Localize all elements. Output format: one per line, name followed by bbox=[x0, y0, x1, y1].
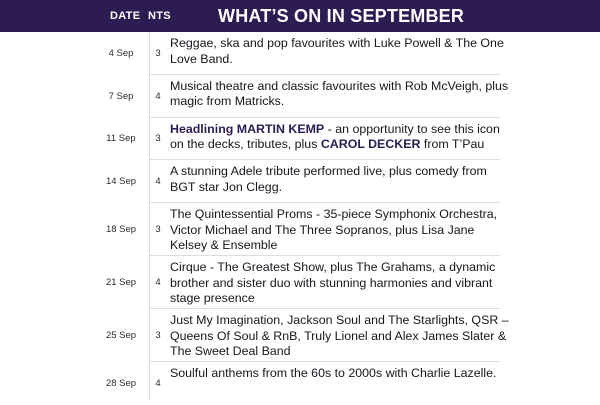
table-header bbox=[0, 0, 600, 32]
event-description: Cirque - The Greatest Show, plus The Grahams, a dynamic brother and sister duo with stunning harmonies and vibrant stage presence bbox=[170, 260, 496, 305]
event-description: Soulful anthems from the 60s to 2000s with Charlie Lazelle. bbox=[170, 366, 497, 380]
event-nights: 3 bbox=[155, 224, 161, 235]
table-row bbox=[0, 203, 600, 256]
event-date: 11 Sep bbox=[106, 133, 136, 145]
event-nights: 3 bbox=[155, 47, 161, 59]
table-row bbox=[0, 32, 600, 75]
event-description: Just My Imagination, Jackson Soul and The Starlights, QSR – Queens Of Soul & RnB, Truly Lionel and Alex James Slater & The Sweet Deal Band bbox=[170, 313, 509, 358]
event-nights: 4 bbox=[155, 277, 161, 288]
event-description bbox=[170, 122, 510, 153]
event-date: 28 Sep bbox=[105, 377, 137, 389]
event-date: 25 Sep bbox=[105, 330, 137, 341]
guest-name: CAROL DECKER bbox=[320, 137, 421, 151]
event-nights: 3 bbox=[155, 330, 161, 341]
table-row bbox=[0, 256, 600, 309]
event-description: Musical theatre and classic favourites with Rob McVeigh, plus magic from Matricks. bbox=[170, 78, 509, 109]
nights-column-header: NTS bbox=[148, 10, 171, 22]
description-text: from T’Pau bbox=[420, 137, 485, 151]
event-nights: 3 bbox=[155, 133, 161, 145]
event-date: 7 Sep bbox=[108, 90, 134, 102]
events-table bbox=[0, 32, 600, 405]
event-nights: 4 bbox=[155, 377, 161, 389]
event-date: 4 Sep bbox=[108, 47, 134, 59]
event-description: The Quintessential Proms - 35-piece Symphonix Orchestra, Victor Michael and The Three Sopranos, plus Lisa Jane Kelsey & Ensemble bbox=[170, 207, 498, 252]
table-row bbox=[0, 362, 600, 405]
description-text: - an opportunity to see this icon on the decks, tributes, plus bbox=[170, 121, 500, 151]
table-row bbox=[0, 160, 600, 203]
event-description: Reggae, ska and pop favourites with Luke Powell & The One Love Band. bbox=[170, 36, 504, 66]
event-date: 14 Sep bbox=[105, 176, 137, 188]
event-description: A stunning Adele tribute performed live, plus comedy from BGT star Jon Clegg. bbox=[170, 164, 487, 194]
event-nights: 4 bbox=[155, 176, 161, 188]
page-title: WHAT’S ON IN SEPTEMBER bbox=[218, 5, 465, 26]
date-column-header: DATE bbox=[110, 10, 141, 22]
table-row bbox=[0, 118, 600, 161]
event-nights: 4 bbox=[155, 90, 161, 102]
event-date: 18 Sep bbox=[105, 224, 137, 235]
table-row bbox=[0, 309, 600, 362]
headliner-name: Headlining MARTIN KEMP bbox=[170, 121, 325, 136]
table-row bbox=[0, 75, 600, 118]
event-date: 21 Sep bbox=[105, 277, 137, 288]
